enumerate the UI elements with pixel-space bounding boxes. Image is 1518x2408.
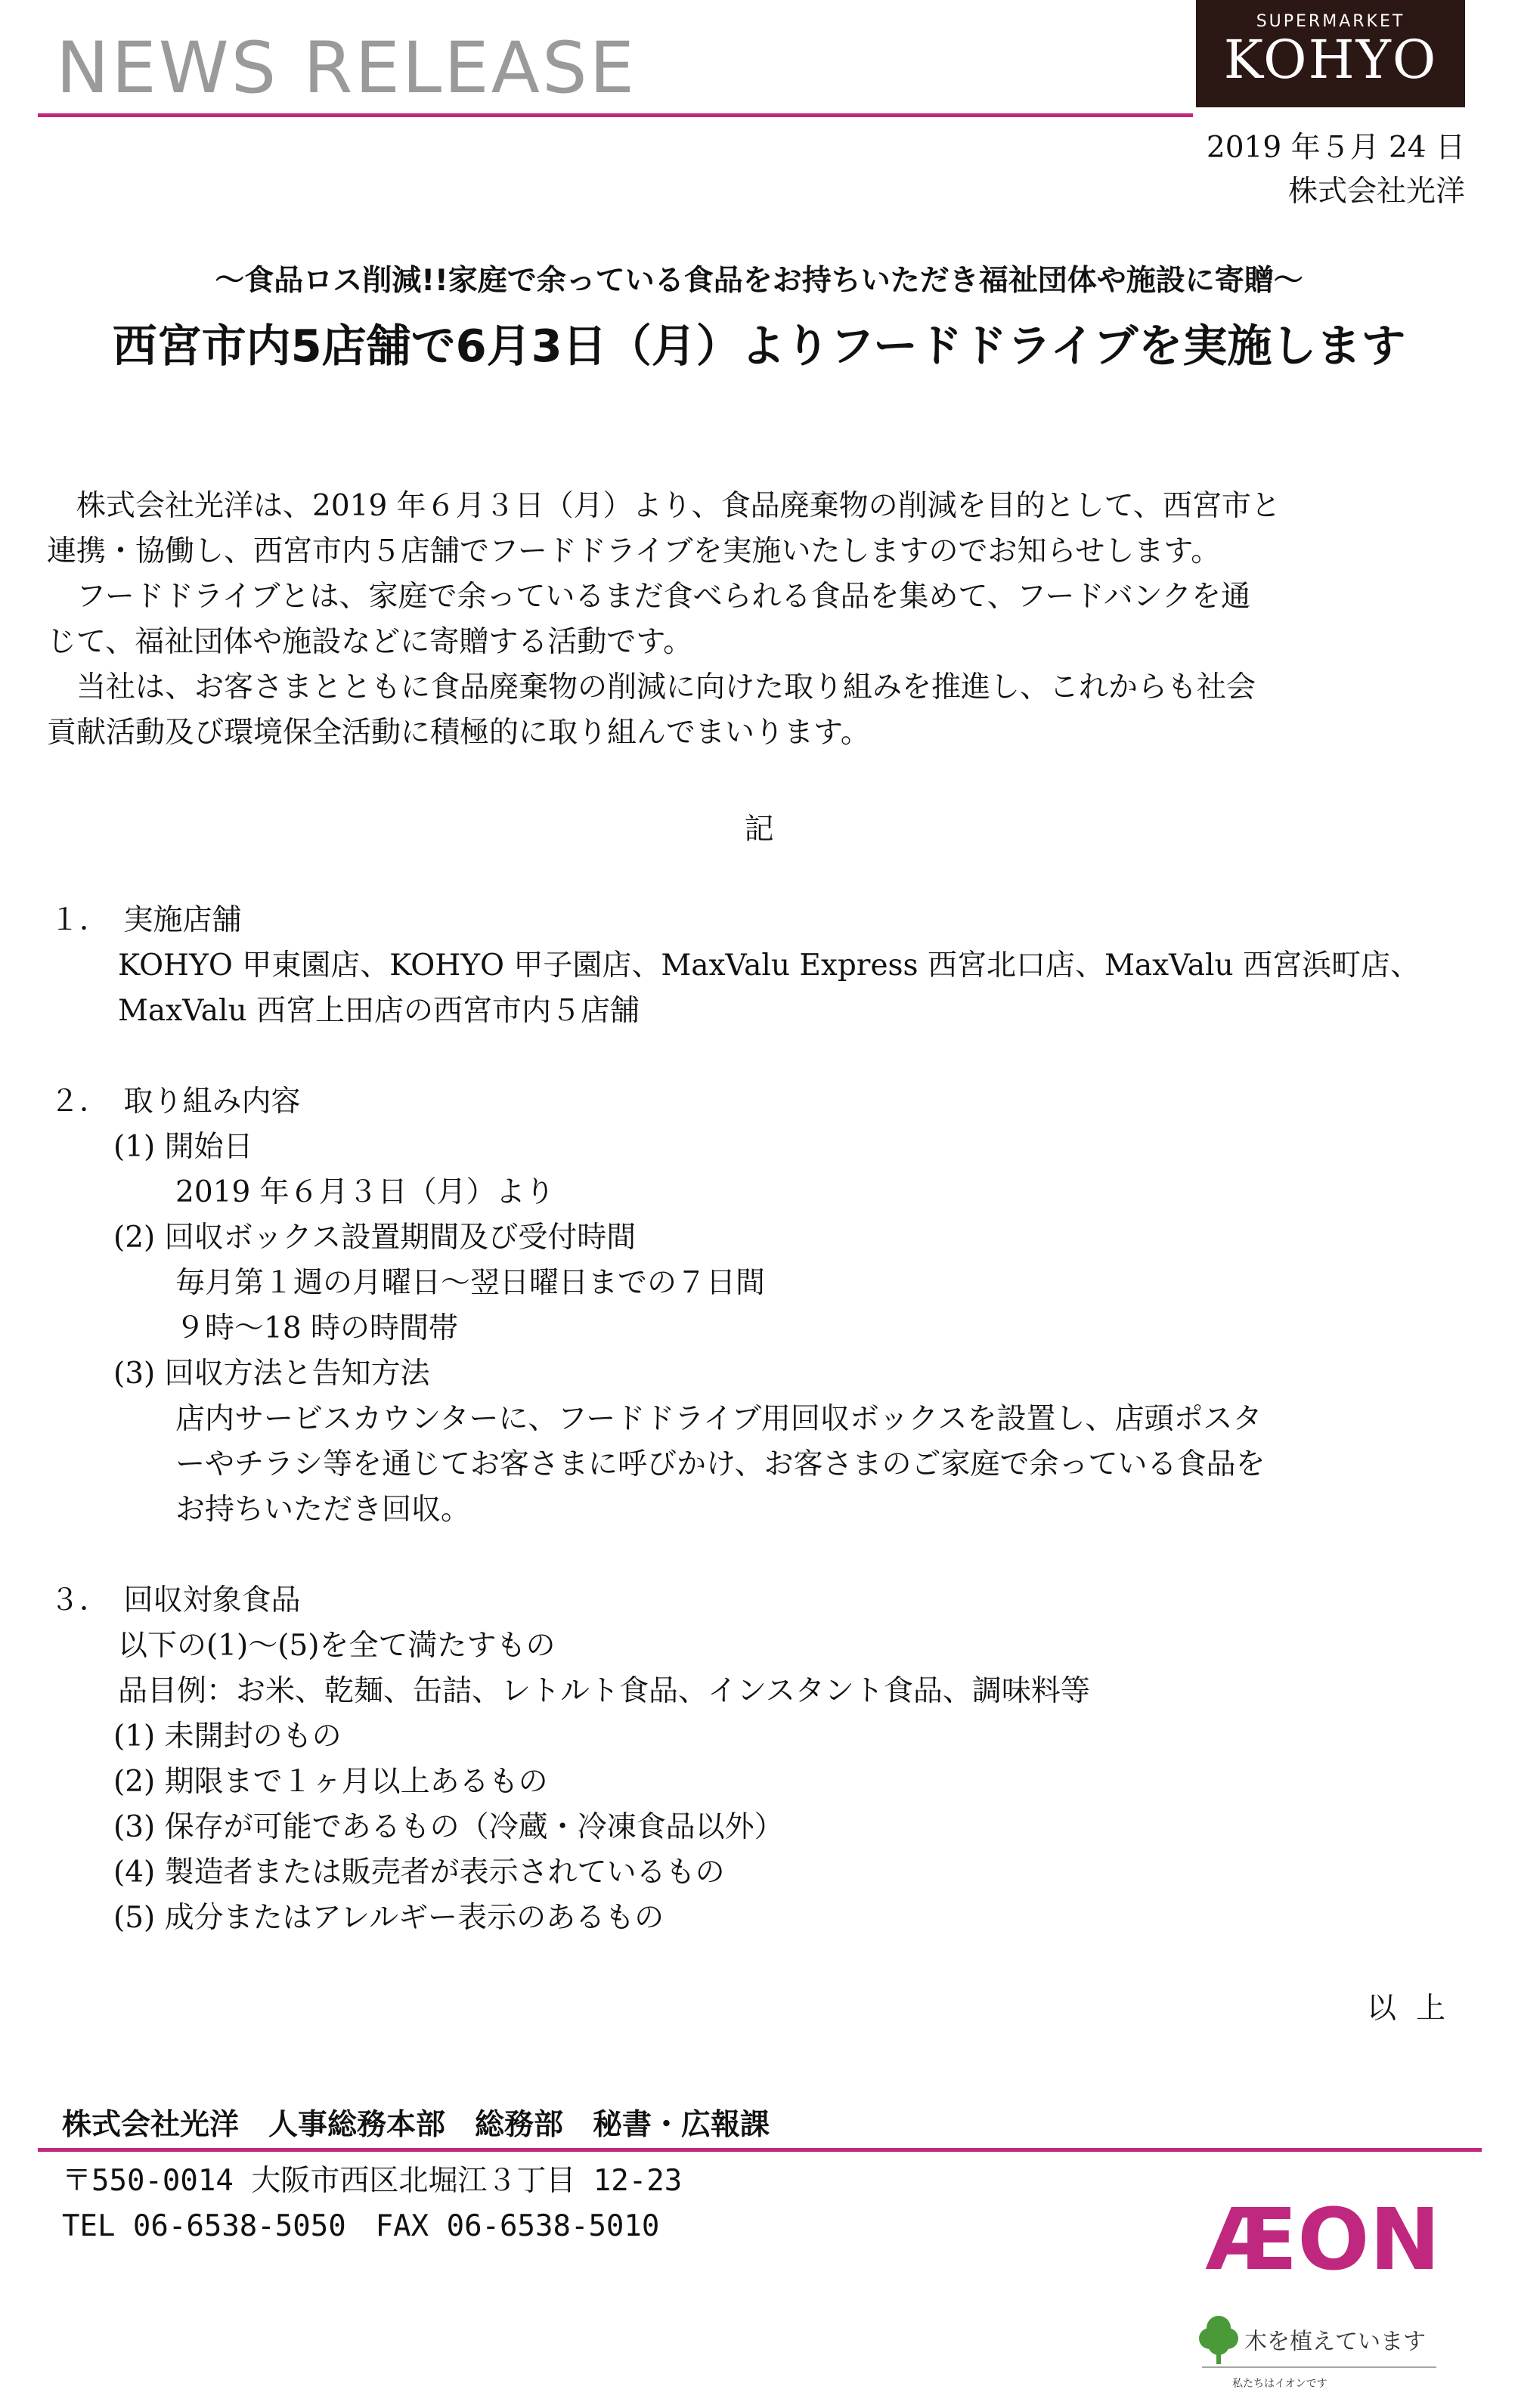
section-2-item-text: ーやチラシ等を通じてお客さまに呼びかけ、お客さまのご家庭で余っている食品を — [175, 1447, 1266, 1481]
news-release-title: NEWS RELEASE — [56, 27, 637, 110]
release-date: 2019 年５月 24 日 — [1206, 131, 1465, 165]
kohyo-logo — [1196, 0, 1465, 107]
section-1-heading: １． 実施店舗 — [50, 903, 242, 937]
section-3-condition: (3) 保存が可能であるもの（冷蔵・冷凍食品以外） — [113, 1810, 784, 1844]
aeon-logo-text: ÆON — [1205, 2191, 1441, 2289]
section-2-item-text: お持ちいただき回収。 — [175, 1493, 471, 1527]
ki-marker: 記 — [744, 812, 774, 847]
paragraph-commitment — [47, 665, 1471, 756]
tree-icon — [1199, 2316, 1238, 2364]
paragraph-definition — [47, 574, 1471, 665]
section-3-condition: (2) 期限まで１ヶ月以上あるもの — [113, 1765, 548, 1799]
contact-phone-fax: TEL 06-6538-5050 FAX 06-6538-5010 — [62, 2209, 660, 2243]
section-2-item-text: ９時〜18 時の時間帯 — [175, 1311, 459, 1345]
section-1-stores-line: MaxValu 西宮上田店の西宮市内５店舗 — [118, 994, 640, 1028]
section-2-item-label: (1) 開始日 — [113, 1130, 253, 1164]
logo-supermarket-text: SUPERMARKET — [1256, 12, 1405, 31]
section-3-condition: (4) 製造者または販売者が表示されているもの — [113, 1856, 725, 1890]
section-2-item-text: 2019 年６月３日（月）より — [175, 1175, 555, 1209]
headline: 西宮市内5店舗で6月3日（月）よりフードドライブを実施します — [112, 320, 1406, 372]
aeon-logo — [1179, 2177, 1467, 2403]
section-3-condition: (5) 成分またはアレルギー表示のあるもの — [113, 1901, 665, 1935]
section-3-heading: ３． 回収対象食品 — [50, 1583, 301, 1617]
section-2-item-label: (3) 回収方法と告知方法 — [113, 1357, 430, 1391]
section-3-examples: 品目例：お米、乾麺、缶詰、レトルト食品、インスタント食品、調味料等 — [118, 1674, 1090, 1708]
paragraph-line: 当社は、お客さまとともに食品廃棄物の削減に向けた取り組みを推進し、これからも社会 — [76, 670, 1256, 704]
section-3-condition: (1) 未開封のもの — [113, 1719, 342, 1753]
section-3-intro: 以下の(1)〜(5)を全て満たすもの — [118, 1629, 556, 1663]
header-divider — [38, 113, 1193, 117]
contact-department: 株式会社光洋 人事総務本部 総務部 秘書・広報課 — [62, 2108, 770, 2142]
section-1-stores-line: KOHYO 甲東園店、KOHYO 甲子園店、MaxValu Express 西宮北口店、MaxValu 西宮浜町店、 — [118, 949, 1420, 983]
footer-divider — [38, 2148, 1482, 2152]
aeon-small-tagline: 私たちはイオンです — [1232, 2378, 1327, 2390]
section-2-item-label: (2) 回収ボックス設置期間及び受付時間 — [113, 1221, 637, 1255]
aeon-tagline: 木を植えています — [1244, 2329, 1426, 2355]
paragraph-intro — [47, 484, 1471, 574]
contact-address: 〒550-0014 大阪市西区北堀江３丁目 12-23 — [62, 2164, 683, 2198]
section-2-item-text: 店内サービスカウンターに、フードドライブ用回収ボックスを設置し、店頭ポスタ — [175, 1402, 1262, 1436]
logo-kohyo-text: KOHYO — [1223, 29, 1438, 91]
paragraph-line: 貢献活動及び環境保全活動に積極的に取り組んでまいります。 — [47, 716, 870, 750]
paragraph-line: 株式会社光洋は、2019 年６月３日（月）より、食品廃棄物の削減を目的として、西宮市と — [76, 489, 1281, 523]
subtitle: 〜食品ロス削減!!家庭で余っている食品をお持ちいただき福祉団体や施設に寄贈〜 — [215, 264, 1303, 298]
closing-mark: 以上 — [1366, 1992, 1465, 2026]
paragraph-line: 連携・協働し、西宮市内５店舗でフードドライブを実施いたしますのでお知らせします。 — [47, 534, 1221, 568]
section-2-item-text: 毎月第１週の月曜日〜翌日曜日までの７日間 — [175, 1266, 766, 1300]
paragraph-line: フードドライブとは、家庭で余っているまだ食べられる食品を集めて、フードバンクを通 — [76, 580, 1250, 614]
section-2-heading: ２． 取り組み内容 — [50, 1085, 301, 1119]
issuer-company: 株式会社光洋 — [1287, 175, 1465, 209]
paragraph-line: じて、福祉団体や施設などに寄贈する活動です。 — [47, 625, 693, 659]
